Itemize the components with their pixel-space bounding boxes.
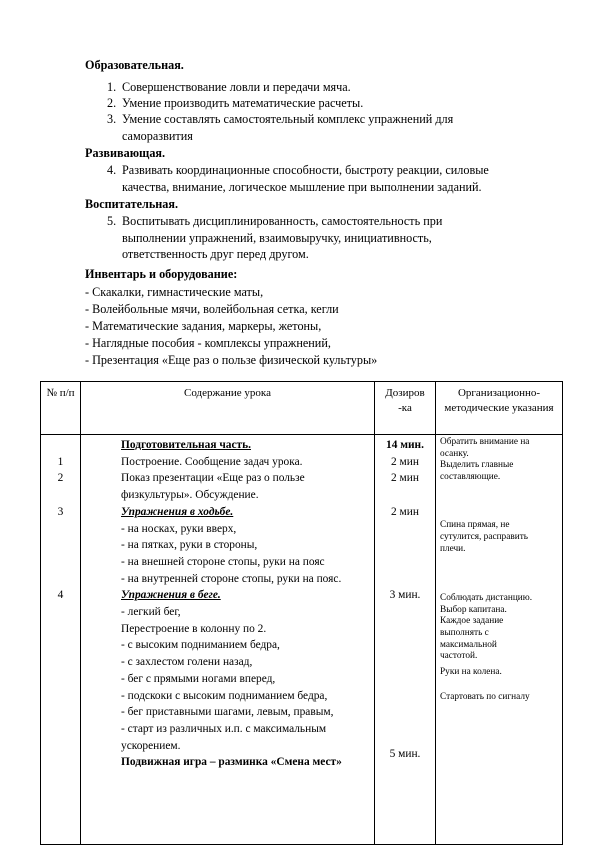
objective-item bbox=[107, 162, 527, 195]
note-line: Стартовать по сигналу bbox=[440, 692, 530, 703]
note-line: Обратить внимание на bbox=[440, 437, 530, 447]
note-line: осанку. bbox=[440, 448, 469, 459]
header-dose: Дозиров -ка bbox=[375, 382, 436, 435]
content-cell bbox=[81, 435, 375, 845]
dose-value: 2 мин bbox=[391, 505, 419, 518]
equipment-item: - Скакалки, гимнастические маты, bbox=[85, 285, 264, 299]
objective-text: Умение составлять самостоятельный комплекс упражнений для саморазвития bbox=[122, 112, 454, 143]
note-line: сутулится, расправить bbox=[440, 531, 528, 542]
equipment-item: - Наглядные пособия - комплексы упражнений, bbox=[85, 336, 331, 350]
content-line: - старт из различных и.п. с максимальным bbox=[121, 722, 327, 735]
note-line: выполнять с bbox=[440, 627, 489, 638]
objective-number: 3. bbox=[107, 112, 117, 126]
note-line: Спина прямая, не bbox=[440, 520, 510, 531]
note-line: составляющие. bbox=[440, 471, 501, 482]
content-line: ускорением. bbox=[121, 739, 181, 752]
dose-value: 5 мин. bbox=[389, 747, 421, 760]
note-line: Руки на колена. bbox=[440, 666, 502, 677]
table-row bbox=[41, 435, 563, 845]
objective-item bbox=[107, 213, 492, 263]
objective-text: Развивать координационные способности, быстроту реакции, силовые качества, внимание, логическое мышление при выполнении заданий. bbox=[122, 163, 489, 194]
objective-text: Совершенствование ловли и передачи мяча. bbox=[122, 80, 351, 94]
row-number: 2 bbox=[57, 472, 64, 485]
game-title: Подвижная игра – разминка «Смена мест» bbox=[121, 756, 342, 769]
objective-number: 2. bbox=[107, 96, 117, 110]
equipment-item: - Математические задания, маркеры, жетоны, bbox=[85, 319, 322, 333]
educational-heading: Образовательная. bbox=[85, 58, 184, 72]
objective-text: Умение производить математические расчеты. bbox=[122, 96, 364, 110]
dose-value: 2 мин bbox=[391, 455, 419, 468]
upbringing-heading: Воспитательная. bbox=[85, 197, 179, 211]
content-line: - легкий бег, bbox=[121, 606, 181, 619]
note-line: плечи. bbox=[440, 543, 466, 554]
row-number: 3 bbox=[57, 505, 64, 518]
header-num: № п/п bbox=[41, 382, 81, 435]
content-line: - с высоким подниманием бедра, bbox=[121, 639, 280, 652]
content-line: - на пятках, руки в стороны, bbox=[121, 539, 258, 552]
content-line: - бег приставными шагами, левым, правым, bbox=[121, 706, 334, 719]
note-line: частотой. bbox=[440, 651, 478, 662]
objective-number: 1. bbox=[107, 80, 117, 94]
note-line: Выделить главные bbox=[440, 460, 514, 471]
objective-number: 4. bbox=[107, 163, 117, 177]
objective-item bbox=[107, 95, 507, 112]
objective-item bbox=[107, 79, 507, 96]
content-line: Построение. Сообщение задач урока. bbox=[121, 455, 303, 468]
objective-item bbox=[107, 111, 507, 144]
equipment-heading: Инвентарь и оборудование: bbox=[85, 267, 238, 281]
note-line: максимальной bbox=[440, 639, 497, 650]
content-line: Перестроение в колонну по 2. bbox=[121, 622, 267, 635]
section-title: Подготовительная часть. bbox=[121, 439, 251, 451]
note-line: Соблюдать дистанцию. bbox=[440, 593, 533, 604]
table-header-row bbox=[41, 382, 563, 435]
content-line: - на носках, руки вверх, bbox=[121, 522, 237, 535]
content-line: физкультуры». Обсуждение. bbox=[121, 489, 259, 502]
num-cell bbox=[41, 435, 81, 845]
objective-number: 5. bbox=[107, 214, 117, 228]
content-line: Показ презентации «Еще раз о пользе bbox=[121, 472, 305, 485]
exercise-title: Упражнения в ходьбе. bbox=[121, 505, 234, 518]
content-line: - на внутренней стороне стопы, руки на пояс. bbox=[121, 572, 342, 585]
content-line: - с захлестом голени назад, bbox=[121, 656, 253, 669]
row-number: 4 bbox=[57, 589, 64, 602]
row-number: 1 bbox=[57, 455, 64, 468]
dose-value: 3 мин. bbox=[389, 589, 421, 602]
content-line: - подскоки с высоким подниманием бедра, bbox=[121, 689, 328, 702]
content-line: - бег с прямыми ногами вперед, bbox=[121, 672, 276, 685]
lesson-table bbox=[40, 381, 563, 845]
note-line: Выбор капитана. bbox=[440, 604, 507, 615]
notes-cell bbox=[436, 435, 563, 845]
content-line: - на внешней стороне стопы, руки на пояс bbox=[121, 555, 325, 568]
equipment-item: - Презентация «Еще раз о пользе физической культуры» bbox=[85, 353, 378, 367]
developing-heading: Развивающая. bbox=[85, 146, 166, 160]
header-content: Содержание урока bbox=[81, 382, 375, 435]
header-notes: Организационно-методические указания bbox=[436, 382, 563, 435]
dose-value: 14 мин. bbox=[386, 439, 424, 451]
dose-cell bbox=[375, 435, 436, 845]
dose-value: 2 мин bbox=[391, 472, 419, 485]
objective-text: Воспитывать дисциплинированность, самостоятельность при выполнении упражнений, взаимовыручку, инициативность, ответственность друг перед другом. bbox=[122, 214, 443, 261]
equipment-item: - Волейбольные мячи, волейбольная сетка, кегли bbox=[85, 302, 339, 316]
note-line: Каждое задание bbox=[440, 616, 504, 627]
exercise-title: Упражнения в беге. bbox=[121, 589, 221, 602]
